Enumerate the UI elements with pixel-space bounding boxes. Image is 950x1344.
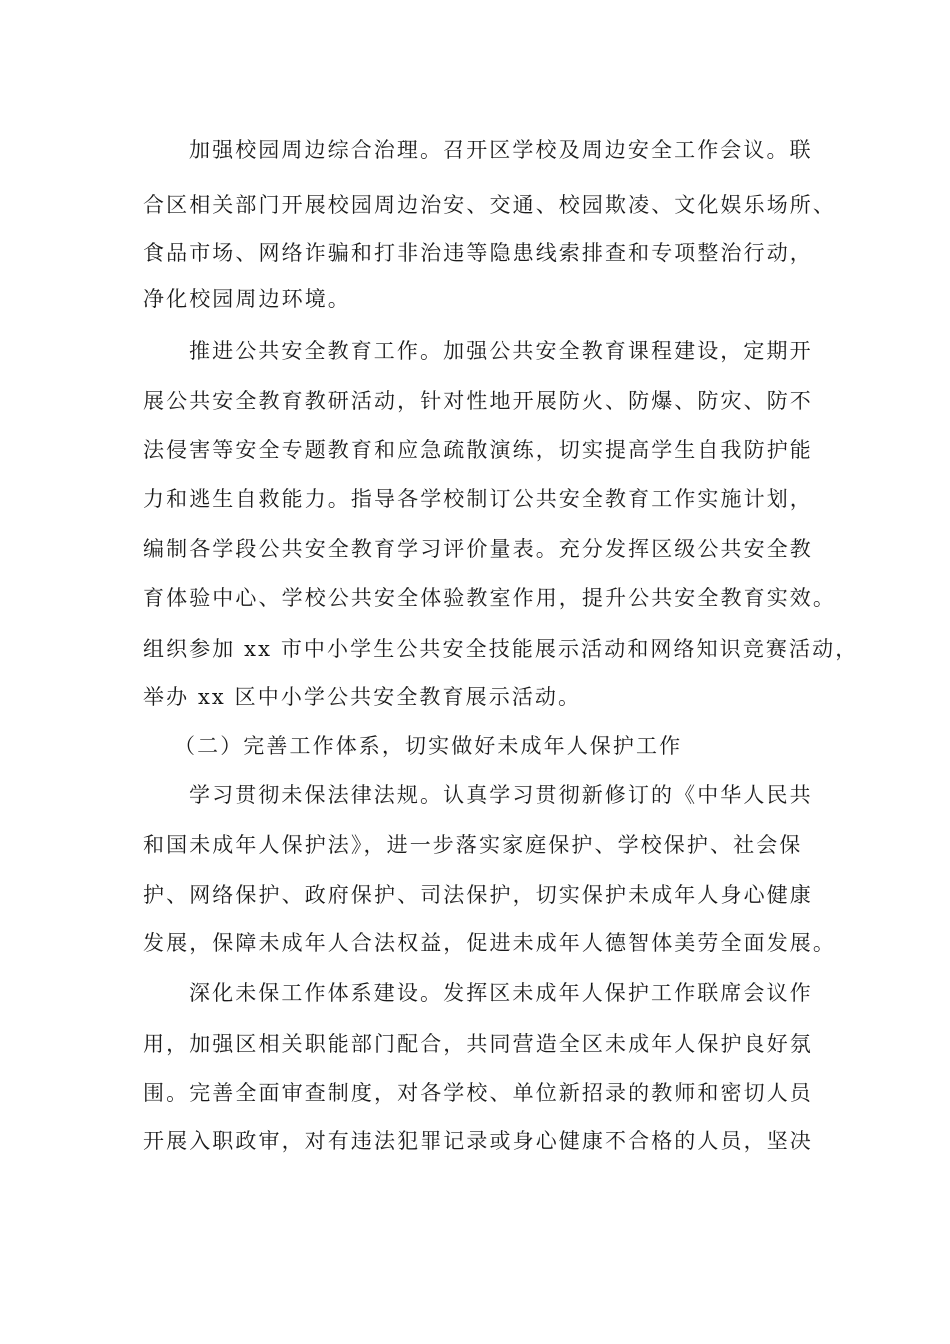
paragraph-line: 开展入职政审，对有违法犯罪记录或身心健康不合格的人员，坚决 (143, 1129, 813, 1153)
paragraph-line: 组织参加 xx 市中小学生公共安全技能展示活动和网络知识竞赛活动， (143, 637, 859, 661)
paragraph-line: 合区相关部门开展校园周边治安、交通、校园欺凌、文化娱乐场所、 (143, 193, 836, 217)
paragraph-line: 法侵害等安全专题教育和应急疏散演练，切实提高学生自我防护能 (143, 438, 813, 462)
paragraph-line: 编制各学段公共安全教育学习评价量表。充分发挥区级公共安全教 (143, 537, 813, 561)
paragraph-line: 举办 xx 区中小学公共安全教育展示活动。 (143, 685, 582, 709)
paragraph-line: 净化校园周边环境。 (143, 287, 351, 311)
section-heading: （二）完善工作体系，切实做好未成年人保护工作 (174, 734, 683, 758)
paragraph-line: 食品市场、网络诈骗和打非治违等隐患线索排查和专项整治行动， (143, 241, 813, 265)
paragraph-line: 和国未成年人保护法》，进一步落实家庭保护、学校保护、社会保 (143, 833, 803, 857)
paragraph-line: 围。完善全面审查制度，对各学校、单位新招录的教师和密切人员 (143, 1081, 813, 1105)
paragraph-line: 展公共安全教育教研活动，针对性地开展防火、防爆、防灾、防不 (143, 389, 813, 413)
paragraph-line: 用，加强区相关职能部门配合，共同营造全区未成年人保护良好氛 (143, 1032, 813, 1056)
paragraph-line: 育体验中心、学校公共安全体验教室作用，提升公共安全教育实效。 (143, 586, 836, 610)
paragraph-line: 发展，保障未成年人合法权益，促进未成年人德智体美劳全面发展。 (143, 931, 836, 955)
paragraph-line: 护、网络保护、政府保护、司法保护，切实保护未成年人身心健康 (143, 883, 813, 907)
paragraph-line: 推进公共安全教育工作。加强公共安全教育课程建设，定期开 (189, 339, 813, 363)
paragraph-line: 力和逃生自救能力。指导各学校制订公共安全教育工作实施计划， (143, 487, 813, 511)
paragraph-line: 深化未保工作体系建设。发挥区未成年人保护工作联席会议作 (189, 981, 813, 1005)
paragraph-line: 学习贯彻未保法律法规。认真学习贯彻新修订的《中华人民共 (189, 783, 813, 807)
paragraph-line: 加强校园周边综合治理。召开区学校及周边安全工作会议。联 (189, 138, 813, 162)
